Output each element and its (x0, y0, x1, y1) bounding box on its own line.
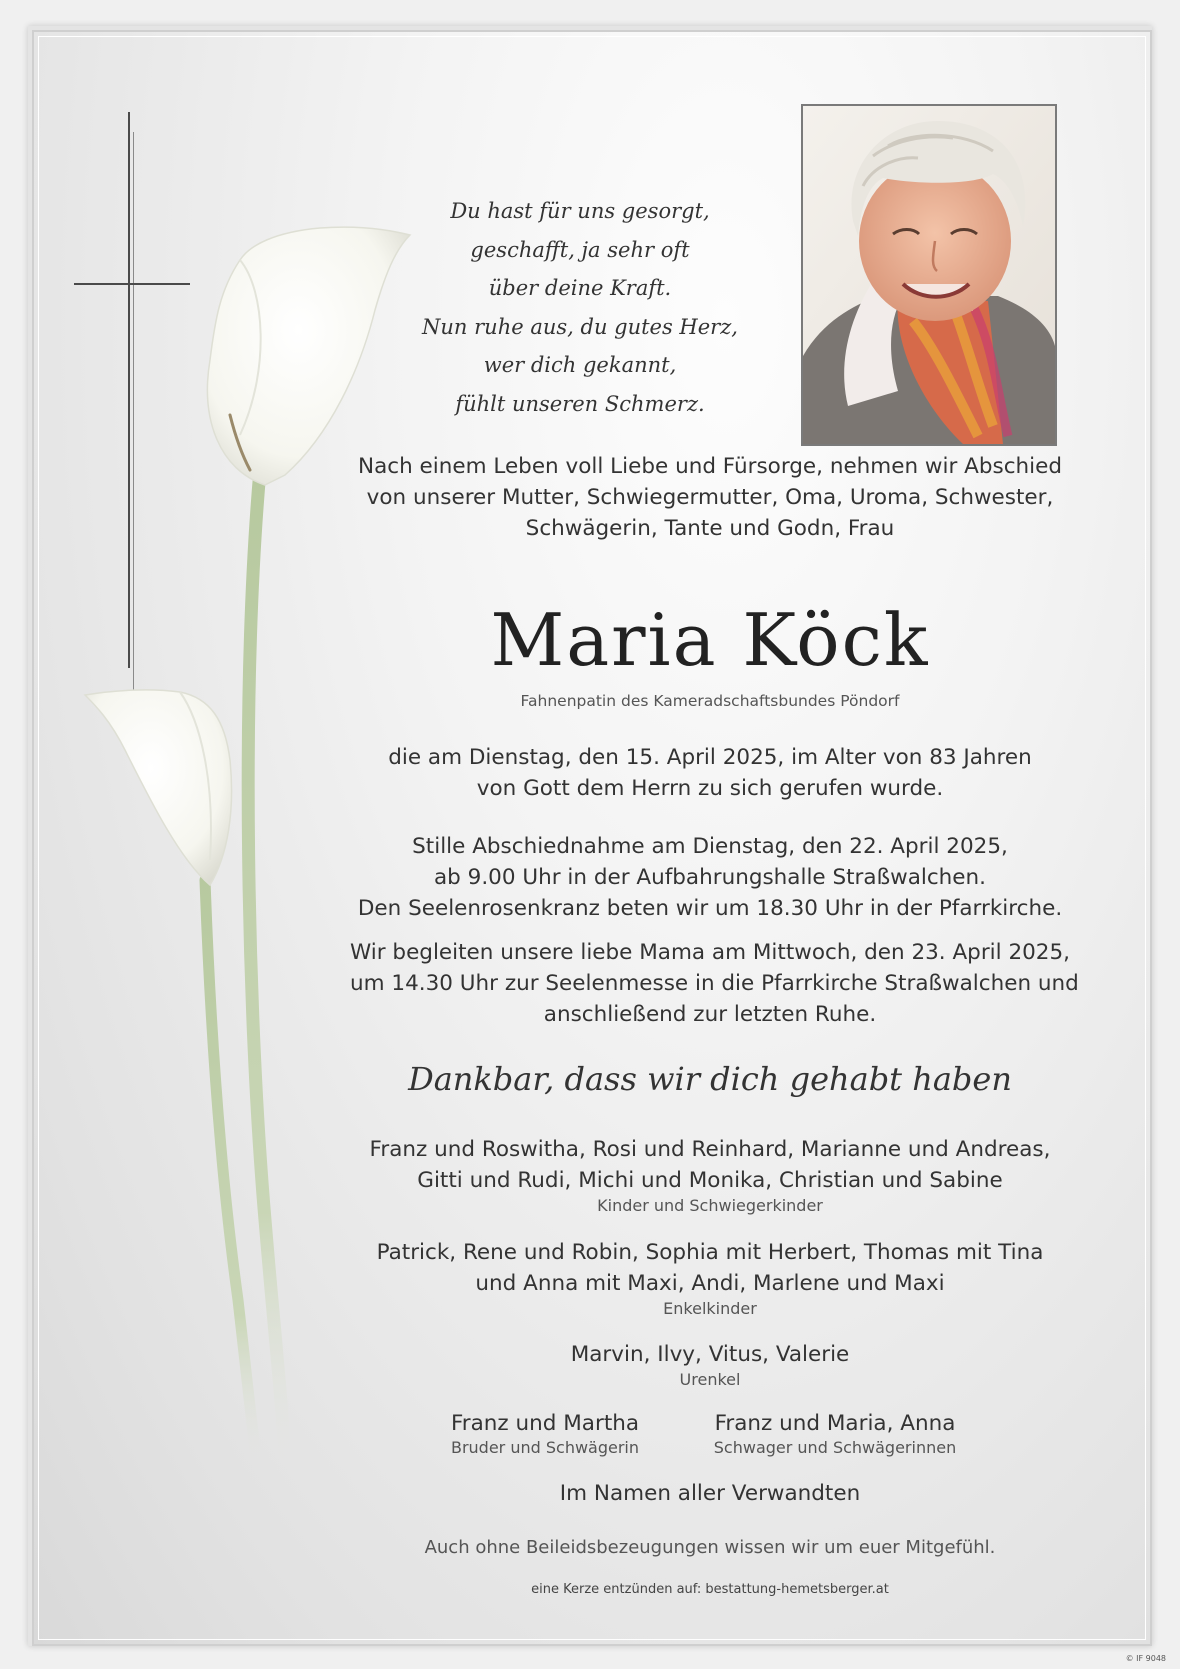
footer-candle-block (350, 1582, 1070, 1597)
deceased-name-block (350, 600, 1070, 680)
poem-line: Nun ruhe aus, du gutes Herz, (422, 314, 738, 339)
mourners-great-grandchildren (350, 1339, 1070, 1390)
deceased-subtitle-block (350, 692, 1070, 710)
mourner-line: Marvin, Ilvy, Vitus, Valerie (570, 1342, 850, 1367)
mourner-line: und Anna mit Maxi, Andi, Marlene und Maxi (475, 1271, 945, 1296)
mourners-grandchildren (350, 1237, 1070, 1319)
on-behalf-block (350, 1478, 1070, 1509)
poem-line: geschafft, ja sehr oft (470, 237, 690, 262)
relation-label: Enkelkinder (663, 1299, 757, 1318)
thanks-block (350, 1060, 1070, 1098)
death-line: die am Dienstag, den 15. April 2025, im Alter von 83 Jahren (388, 745, 1032, 770)
poem-line: wer dich gekannt, (483, 353, 677, 377)
thanks-heading: Dankbar, dass wir dich gehabt haben (408, 1060, 1012, 1098)
farewell-line: Den Seelenrosenkranz beten wir um 18.30 Uhr in der Pfarrkirche. (357, 896, 1063, 921)
mourner-line: Franz und Martha (450, 1411, 640, 1436)
portrait-photo (801, 104, 1057, 446)
intro-line: von unserer Mutter, Schwiegermutter, Oma, Uroma, Schwester, (366, 485, 1054, 510)
poem (400, 192, 760, 423)
mourner-line: Franz und Maria, Anna (714, 1411, 956, 1436)
funeral-line: Wir begleiten unsere liebe Mama am Mittwoch, den 23. April 2025, (350, 940, 1070, 965)
mourners-siblings-left (405, 1410, 685, 1458)
poem-line: fühlt unseren Schmerz. (455, 391, 705, 416)
farewell-line: ab 9.00 Uhr in der Aufbahrungshalle Straßwalchen. (434, 865, 986, 890)
funeral-line: anschließend zur letzten Ruhe. (543, 1002, 877, 1027)
relation-label: Schwager und Schwägerinnen (713, 1438, 957, 1457)
intro-line: Schwägerin, Tante und Godn, Frau (525, 516, 895, 541)
footer-condolence-block (350, 1537, 1070, 1558)
poem-line: über deine Kraft. (488, 276, 672, 300)
deceased-subtitle: Fahnenpatin des Kameradschaftsbundes Pöndorf (520, 692, 900, 710)
intro-line: Nach einem Leben voll Liebe und Fürsorge, nehmen wir Abschied (357, 454, 1063, 479)
death-info (350, 742, 1070, 804)
farewell-line: Stille Abschiednahme am Dienstag, den 22. April 2025, (412, 834, 1008, 859)
mourner-line: Franz und Roswitha, Rosi und Reinhard, Marianne und Andreas, (369, 1137, 1051, 1162)
farewell-info (350, 831, 1070, 924)
intro-text (350, 451, 1070, 544)
funeral-info (350, 937, 1079, 1030)
mourners-siblings-right (695, 1410, 975, 1458)
stem-tall (248, 470, 285, 1460)
funeral-line: um 14.30 Uhr zur Seelenmesse in die Pfarrkirche Straßwalchen und (350, 971, 1079, 996)
relation-label: Bruder und Schwägerin (450, 1438, 640, 1457)
mourner-line: Patrick, Rene und Robin, Sophia mit Herbert, Thomas mit Tina (376, 1240, 1044, 1265)
upper-flower-petal (207, 227, 410, 485)
poem-line: Du hast für uns gesorgt, (450, 199, 710, 223)
footer-candle-link: eine Kerze entzünden auf: bestattung-hemetsberger.at (531, 1582, 889, 1597)
on-behalf-text: Im Namen aller Verwandten (559, 1481, 861, 1506)
footer-condolence: Auch ohne Beileidsbezeugungen wissen wir um euer Mitgefühl. (424, 1537, 996, 1558)
relation-label: Kinder und Schwiegerkinder (597, 1196, 823, 1215)
mourners-children (350, 1134, 1070, 1216)
death-line: von Gott dem Herrn zu sich gerufen wurde. (476, 776, 944, 801)
mourner-line: Gitti und Rudi, Michi und Monika, Christian und Sabine (417, 1168, 1003, 1193)
template-code: © IF 9048 (1125, 1654, 1166, 1663)
relation-label: Urenkel (679, 1370, 741, 1389)
deceased-name: Maria Köck (490, 598, 930, 682)
